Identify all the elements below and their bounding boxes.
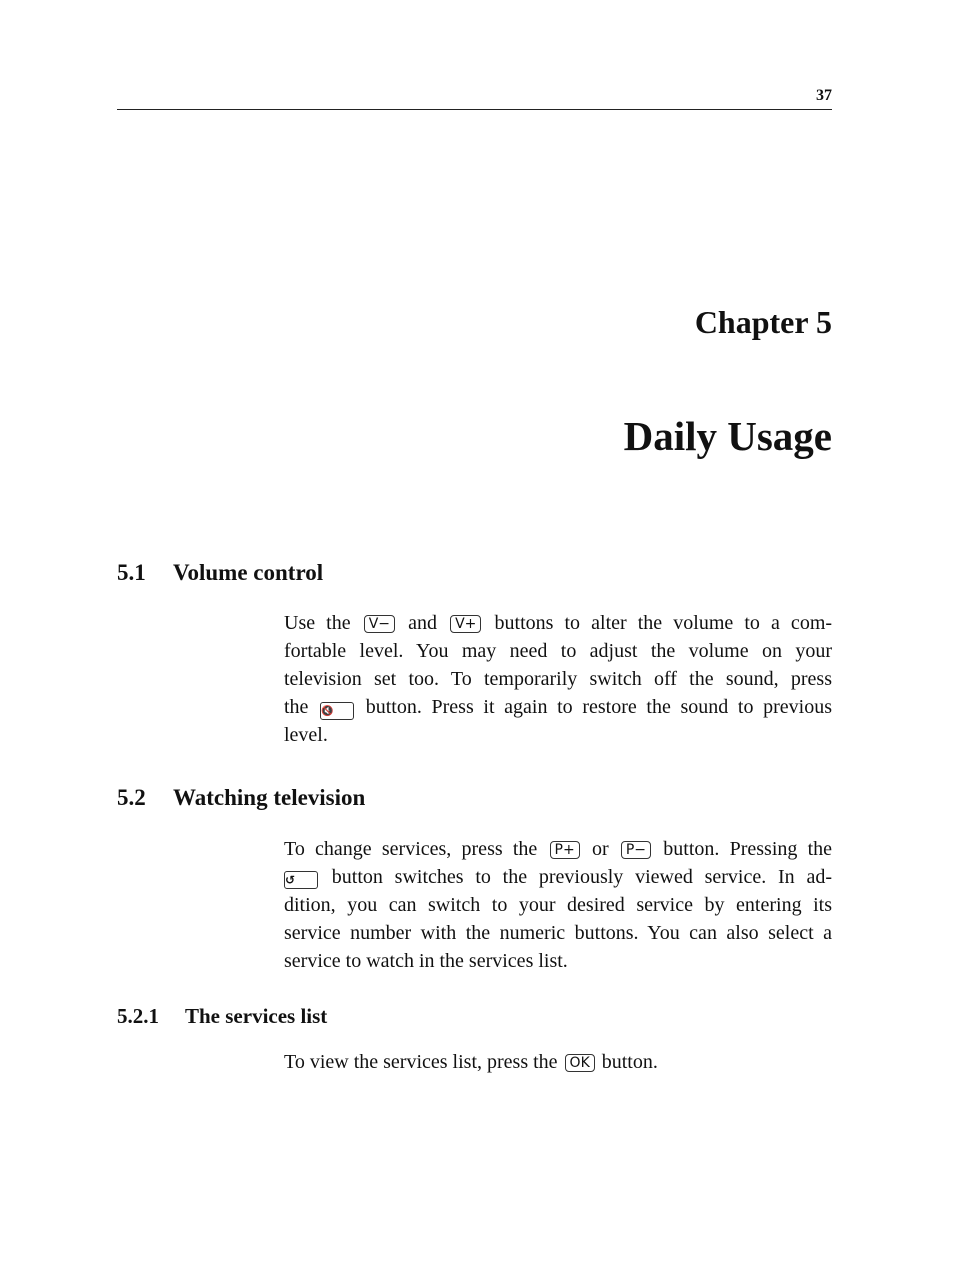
text-line: fortable level. You may need to adjust the volume on your [284,640,832,662]
text-line: service number with the numeric buttons. You can also select a [284,922,832,944]
services-list-paragraph [284,1048,832,1076]
text-line [284,1048,832,1076]
text-line [284,863,832,891]
page-number: 37 [816,87,832,104]
text-fragment: To change services, press the [284,838,538,860]
mute-key [320,702,354,720]
text-fragment: Use the [284,612,351,634]
text-line [284,693,832,721]
text-fragment: button. [601,1051,658,1073]
text-line: dition, you can switch to your desired service by entering its [284,894,832,916]
program-up-key: P+ [550,841,580,859]
watching-television-paragraph [284,835,832,975]
chapter-label: Chapter 5 [694,304,832,340]
mute-icon: 🔇 [321,706,334,717]
ok-key: OK [565,1054,595,1072]
text-fragment: and [408,612,438,634]
section-heading-watching-television [117,785,365,811]
subsection-title: The services list [185,1004,328,1028]
text-fragment: the [284,696,309,718]
text-line: service to watch in the services list. [284,950,568,972]
subsection-number: 5.2.1 [117,1004,159,1028]
previous-service-icon: ↺ [285,873,296,887]
text-line: television set too. To temporarily switch off the sound, press [284,668,832,690]
header-rule [117,109,832,110]
text-fragment: buttons to alter the volume to a com- [494,612,833,634]
text-fragment: button. Pressing the [663,838,833,860]
text-fragment: button. Press it again to restore the sound to previous [365,696,833,718]
previous-service-key [284,871,318,889]
volume-down-key: V− [364,615,395,633]
section-title: Watching television [173,785,366,810]
section-number: 5.2 [117,785,146,810]
text-line: level. [284,724,328,746]
volume-control-paragraph [284,609,832,749]
chapter-title: Daily Usage [623,413,832,459]
text-fragment: or [591,838,609,860]
section-title: Volume control [173,560,324,585]
text-line [284,835,832,863]
section-heading-volume-control [117,560,323,586]
text-fragment: To view the services list, press the [284,1051,558,1073]
volume-up-key: V+ [450,615,481,633]
subsection-heading-services-list [117,1004,327,1029]
text-fragment: button switches to the previously viewed service. In ad- [331,866,832,888]
program-down-key: P− [621,841,651,859]
section-number: 5.1 [117,560,146,585]
text-line [284,609,832,637]
